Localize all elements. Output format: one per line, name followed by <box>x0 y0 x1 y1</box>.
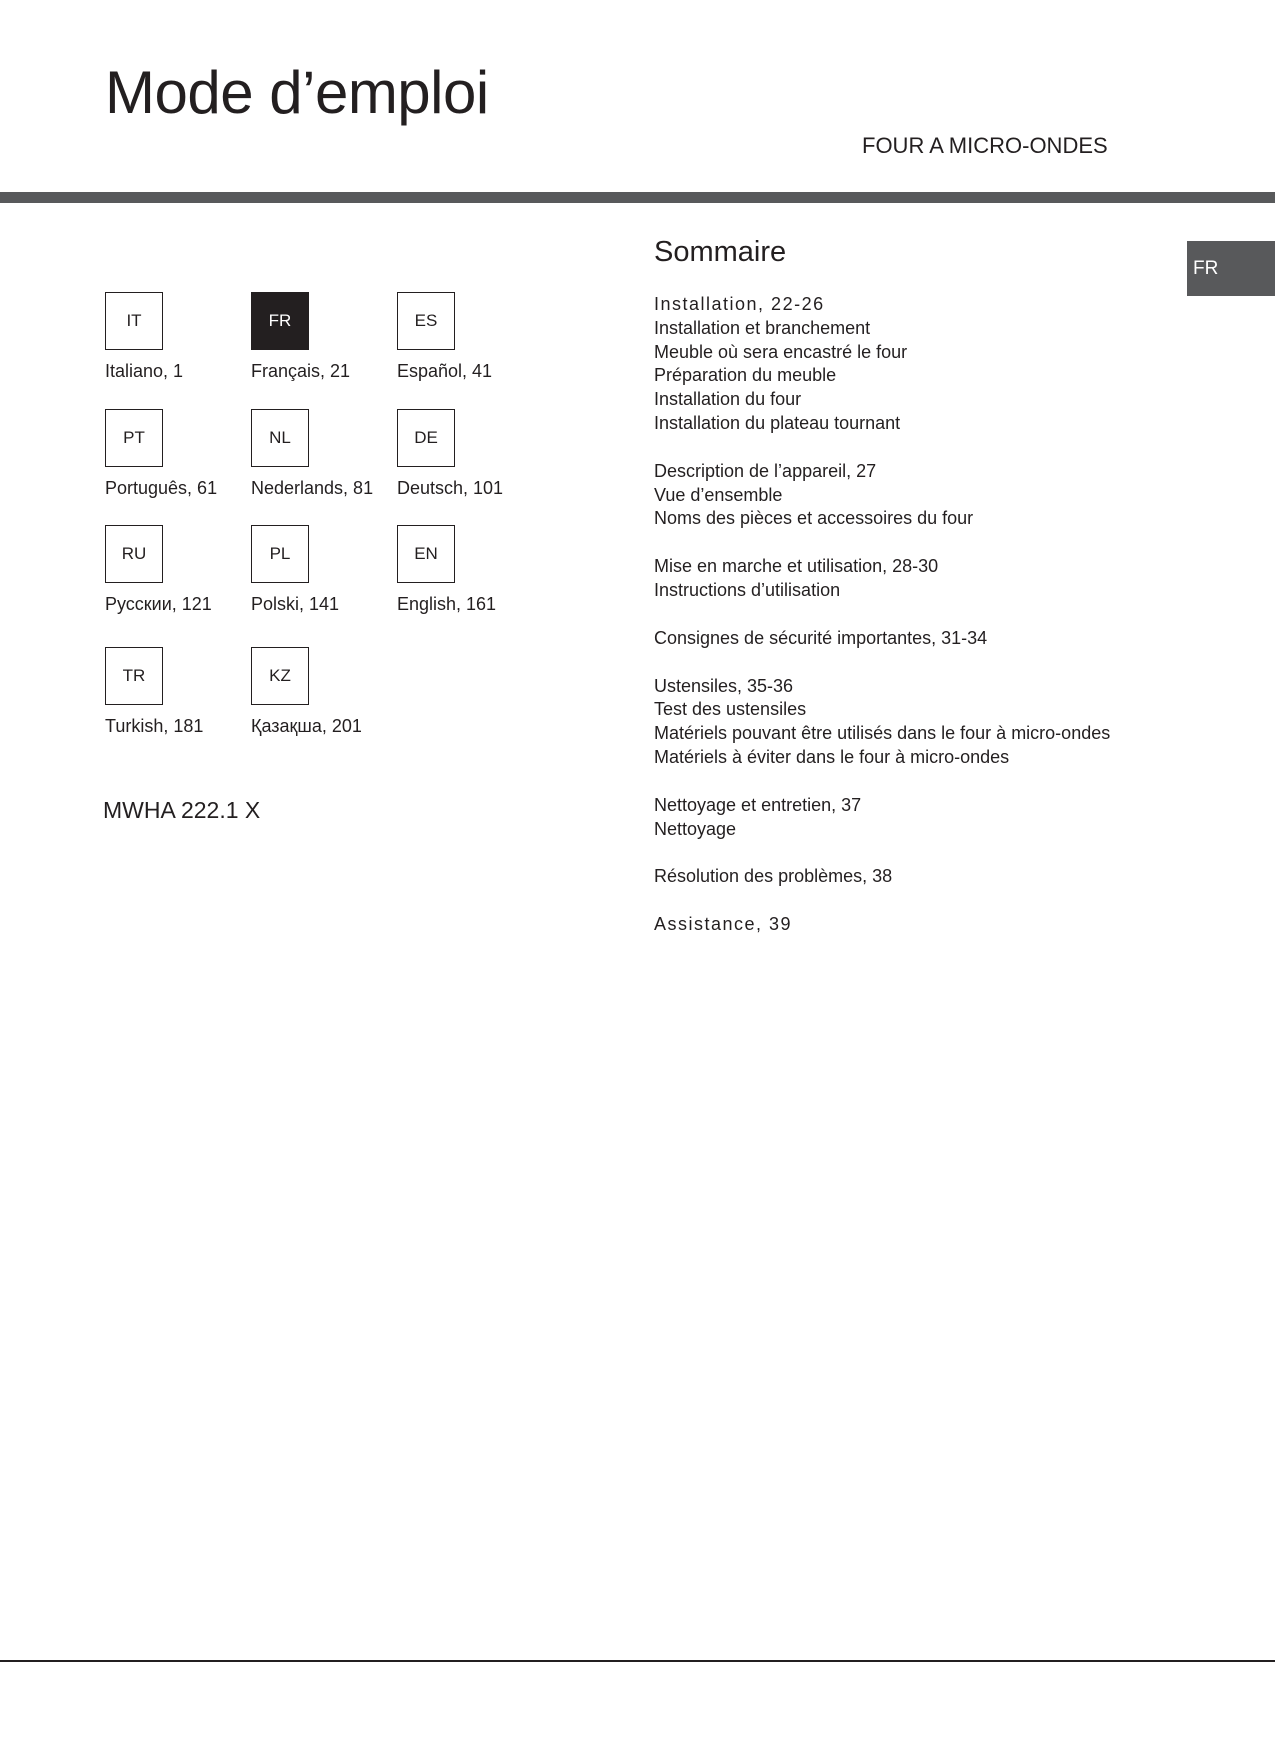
toc-section-heading: Nettoyage et entretien, 37 <box>654 794 862 815</box>
language-label: Deutsch, 101 <box>397 478 504 498</box>
language-code-box: PT <box>105 409 163 467</box>
language-code-box: ES <box>397 292 455 350</box>
language-code-box: KZ <box>251 647 309 705</box>
language-tab-label: FR <box>1193 258 1219 279</box>
toc-section-heading: Installation, 22-26 <box>654 294 825 314</box>
toc-section <box>654 865 1214 889</box>
product-type: FOUR A MICRO-ONDES <box>862 133 1108 158</box>
toc-item: Meuble où sera encastré le four <box>654 341 908 362</box>
language-item-es <box>397 292 557 382</box>
language-label: English, 161 <box>397 594 497 614</box>
toc-title: Sommaire <box>654 236 787 268</box>
footer-divider <box>0 1660 1275 1662</box>
language-code-box: RU <box>105 525 163 583</box>
language-code-box: FR <box>251 292 309 350</box>
toc-item: Vue d’ensemble <box>654 484 783 505</box>
language-label: Turkish, 181 <box>105 716 204 736</box>
language-item-pt <box>105 409 265 499</box>
language-item-kz <box>251 647 411 737</box>
toc-item: Installation du four <box>654 389 802 410</box>
toc-section <box>654 460 1214 531</box>
page-title: Mode d’emploi <box>105 59 489 126</box>
language-item-it <box>105 292 265 382</box>
language-item-pl <box>251 525 411 615</box>
toc-section-heading: Résolution des problèmes, 38 <box>654 866 893 887</box>
language-item-de <box>397 409 557 499</box>
language-code-box: EN <box>397 525 455 583</box>
toc-item: Test des ustensiles <box>654 699 807 720</box>
toc-item: Instructions d’utilisation <box>654 579 841 600</box>
toc-section <box>654 675 1214 770</box>
language-label: Français, 21 <box>251 361 351 381</box>
language-tab <box>1187 241 1275 296</box>
toc-item: Matériels pouvant être utilisés dans le four à micro-ondes <box>654 723 1111 744</box>
language-item-nl <box>251 409 411 499</box>
toc-item: Installation du plateau tournant <box>654 412 901 433</box>
language-item-tr <box>105 647 265 737</box>
language-code-box: TR <box>105 647 163 705</box>
toc-item: Nettoyage <box>654 818 737 839</box>
language-label: Қазақша, 201 <box>251 716 362 736</box>
language-item-fr <box>251 292 411 382</box>
language-code-box: PL <box>251 525 309 583</box>
toc-section-heading: Ustensiles, 35-36 <box>654 675 794 696</box>
toc-item: Préparation du meuble <box>654 365 837 386</box>
toc-section <box>654 794 1214 842</box>
toc-section <box>654 627 1214 651</box>
language-code-box: DE <box>397 409 455 467</box>
language-item-en <box>397 525 557 615</box>
toc-section <box>654 913 1214 937</box>
toc-section-heading: Mise en marche et utilisation, 28-30 <box>654 556 939 577</box>
toc-section <box>654 555 1214 603</box>
language-item-ru <box>105 525 265 615</box>
language-label: Nederlands, 81 <box>251 478 374 498</box>
language-label: Русскии, 121 <box>105 594 212 614</box>
language-label: Português, 61 <box>105 478 218 498</box>
toc-section-heading: Consignes de sécurité importantes, 31-34 <box>654 627 988 648</box>
language-label: Español, 41 <box>397 361 493 381</box>
language-code-box: IT <box>105 292 163 350</box>
toc-section-heading: Assistance, 39 <box>654 914 793 935</box>
toc-item: Noms des pièces et accessoires du four <box>654 508 974 529</box>
language-label: Italiano, 1 <box>105 361 184 381</box>
toc-section <box>654 293 1214 436</box>
toc-item: Matériels à éviter dans le four à micro-ondes <box>654 746 1010 767</box>
toc-item: Installation et branchement <box>654 317 871 338</box>
language-code-box: NL <box>251 409 309 467</box>
language-label: Polski, 141 <box>251 594 340 614</box>
toc-section-heading: Description de l’appareil, 27 <box>654 460 877 481</box>
table-of-contents <box>654 293 1214 961</box>
header-divider <box>0 192 1275 203</box>
model-number: MWHA 222.1 X <box>103 797 261 823</box>
